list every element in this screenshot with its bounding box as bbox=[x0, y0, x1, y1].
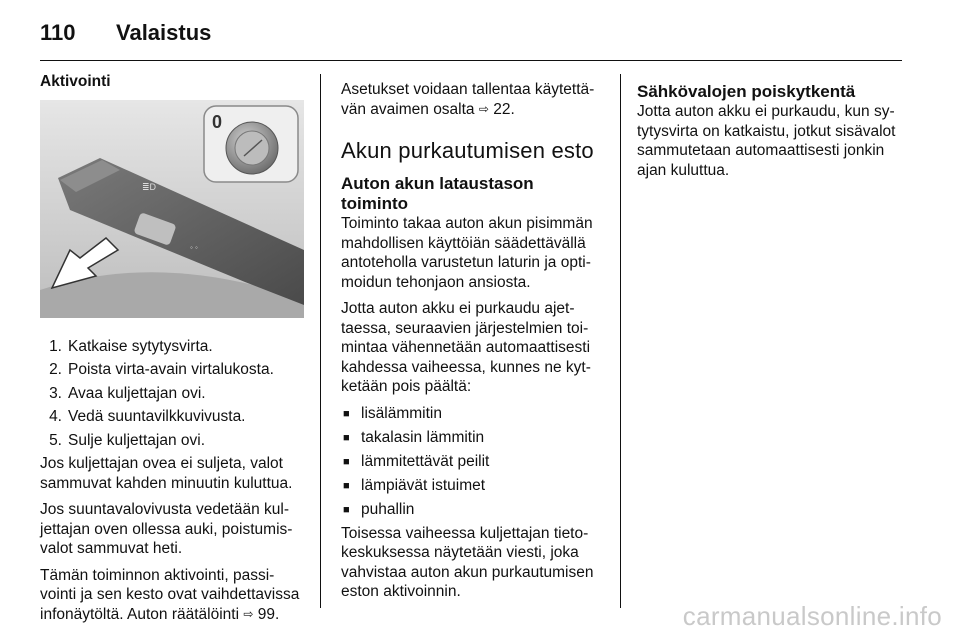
list-item bbox=[341, 452, 605, 472]
bullet-icon: ■ bbox=[343, 479, 350, 492]
dial-position-label: 0 bbox=[212, 111, 223, 132]
page-reference-arrow-icon: ⇨ bbox=[243, 606, 254, 621]
page-reference: 99. bbox=[257, 605, 280, 623]
step-item bbox=[40, 431, 304, 451]
bullet-icon: ■ bbox=[343, 431, 350, 444]
step-text: Katkaise sytytysvirta. bbox=[68, 337, 213, 355]
turn-signal-lever-figure bbox=[40, 100, 304, 318]
step-number: 2. bbox=[49, 361, 62, 378]
bullet-icon: ■ bbox=[343, 407, 350, 420]
paragraph-door-open: Jos kuljettajan ovea ei suljeta, valot sammuvat kahden minuutin kuluttua. bbox=[40, 455, 293, 492]
paragraph-reduction: Jotta auton akku ei purkaudu ajet- taessa, seuraavien järjestelmien toi- mintaa vähennetään automaattisesti kahdessa vaiheessa, kunnes ne kyt- ketään pois päältä: bbox=[341, 300, 591, 395]
step-number: 5. bbox=[49, 431, 62, 449]
systems-list bbox=[341, 404, 605, 520]
activation-steps bbox=[40, 337, 304, 451]
list-item bbox=[341, 476, 605, 496]
watermark: carmanualsonline.info bbox=[682, 601, 942, 631]
step-number: 3. bbox=[49, 384, 62, 402]
step-text: Sulje kuljettajan ovi. bbox=[68, 431, 205, 449]
list-item-text: puhallin bbox=[361, 500, 415, 518]
step-item bbox=[40, 337, 304, 357]
list-item bbox=[341, 500, 605, 520]
bullet-icon: ■ bbox=[343, 455, 350, 468]
list-item-text: takalasin lämmitin bbox=[361, 428, 485, 446]
bullet-icon: ■ bbox=[343, 503, 350, 516]
activation-heading: Aktivointi bbox=[40, 73, 111, 90]
step-item bbox=[40, 407, 304, 427]
step-text: Poista virta-avain virtalukosta. bbox=[68, 361, 274, 378]
paragraph-interior-lights: Jotta auton akku ei purkaudu, kun sy- tytysvirta on katkaistu, jotkut sisävalot sammutetaan automaattisesti jonkin ajan kuluttua. bbox=[637, 103, 896, 179]
step-item bbox=[40, 384, 304, 404]
list-item bbox=[341, 404, 605, 424]
paragraph-settings: Tämän toiminnon aktivointi, passi- vointi ja sen kesto ovat vaihdettavissa infonäytöltä. Auton räätälöinti ⇨ 99. bbox=[40, 566, 300, 623]
list-item-text: lisälämmitin bbox=[361, 404, 442, 422]
step-number: 4. bbox=[49, 408, 62, 425]
list-item-text: lämmitettävät peilit bbox=[361, 452, 490, 470]
page-reference: 22. bbox=[493, 100, 515, 118]
electric-lights-heading: Sähkövalojen poiskytkentä bbox=[637, 82, 856, 101]
page-title: Valaistus bbox=[116, 20, 212, 45]
step-text: Vedä suuntavilkkuvivusta. bbox=[68, 408, 246, 425]
list-item bbox=[341, 428, 605, 448]
step-text: Avaa kuljettajan ovi. bbox=[68, 384, 206, 402]
lever-illustration bbox=[40, 100, 304, 318]
header-divider bbox=[40, 60, 902, 61]
svg-text:◦ ◦: ◦ ◦ bbox=[190, 242, 198, 252]
column-2 bbox=[341, 80, 605, 609]
section-title: Akun purkautumisen esto bbox=[341, 138, 594, 163]
step-item bbox=[40, 360, 304, 380]
page-reference-arrow-icon: ⇨ bbox=[478, 101, 489, 116]
column-divider-2 bbox=[620, 74, 621, 608]
paragraph-second-phase: Toisessa vaiheessa kuljettajan tieto- keskuksessa näytetään viesti, joka vahvistaa auton akun purkautumisen eston aktivoinnin. bbox=[341, 524, 594, 600]
page-number: 110 bbox=[40, 20, 76, 45]
svg-text:≣D: ≣D bbox=[142, 181, 157, 192]
subsection-title: Auton akun lataustason toiminto bbox=[341, 174, 534, 213]
paragraph-function: Toiminto takaa auton akun pisimmän mahdollisen käyttöiän säädettävällä antoteholla varustetun laturin ja opti- moidun tehonjaon ansiosta. bbox=[341, 215, 593, 291]
column-divider-1 bbox=[320, 74, 321, 608]
step-number: 1. bbox=[49, 337, 62, 355]
paragraph-key-settings: Asetukset voidaan tallentaa käytettä- vän avaimen osalta ⇨ 22. bbox=[341, 81, 595, 118]
column-3 bbox=[637, 78, 902, 187]
paragraph-lever-pull: Jos suuntavalovivusta vedetään kul- jettajan oven ollessa auki, poistumis- valot sammuvat heti. bbox=[40, 501, 293, 557]
list-item-text: lämpiävät istuimet bbox=[361, 476, 486, 494]
column-1 bbox=[40, 72, 304, 632]
